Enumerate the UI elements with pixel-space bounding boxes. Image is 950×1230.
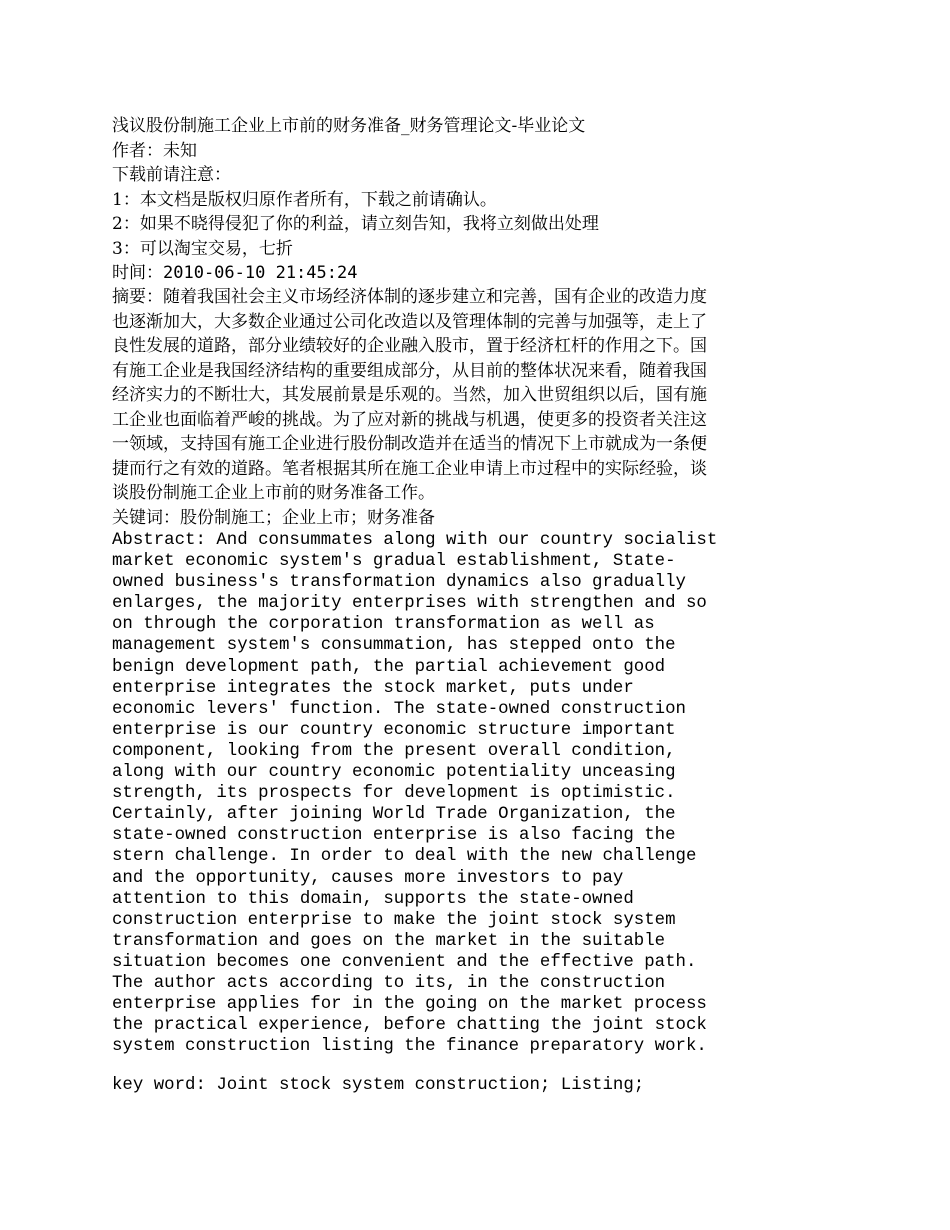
abstract-en-line: stern challenge. In order to deal with the new challenge [112, 847, 697, 867]
abstract-en-line: and the opportunity, causes more investors to pay [112, 868, 624, 888]
abstract-cn-line: 经济实力的不断壮大，其发展前景是乐观的。当然，加入世贸组织以后，国有施 [112, 385, 707, 405]
abstract-chinese [112, 285, 772, 506]
notice-item: 1：本文档是版权归原作者所有，下载之前请确认。 [112, 189, 497, 210]
abstract-en-line: management system's consummation, has stepped onto the [112, 636, 676, 656]
author-line: 作者：未知 [112, 140, 197, 161]
document-body [112, 114, 772, 1096]
abstract-en-line: enlarges, the majority enterprises with strengthen and so [112, 594, 707, 614]
abstract-en-line: situation becomes one convenient and the effective path. [112, 952, 697, 972]
notice-item: 3：可以淘宝交易，七折 [112, 238, 293, 259]
abstract-en-line: owned business's transformation dynamics also gradually [112, 573, 686, 593]
abstract-en-line: transformation and goes on the market in the suitable [112, 931, 666, 951]
abstract-en-line: system construction listing the finance preparatory work. [112, 1037, 707, 1057]
abstract-cn-line: 良性发展的道路，部分业绩较好的企业融入股市，置于经济杠杆的作用之下。国 [112, 336, 707, 356]
abstract-en-line: benign development path, the partial achievement good [112, 657, 666, 677]
keywords-english: key word: Joint stock system construction; Listing; [112, 1076, 645, 1096]
abstract-en-line: enterprise is our country economic structure important [112, 720, 676, 740]
abstract-en-line: Certainly, after joining World Trade Organization, the [112, 805, 676, 825]
paragraph-gap [112, 1057, 772, 1075]
abstract-en-line: construction enterprise to make the joint stock system [112, 910, 676, 930]
document-title: 浅议股份制施工企业上市前的财务准备_财务管理论文-毕业论文 [112, 116, 586, 136]
notice-item: 2：如果不晓得侵犯了你的利益，请立刻告知，我将立刻做出处理 [112, 214, 599, 234]
abstract-cn-line: 也逐渐加大，大多数企业通过公司化改造以及管理体制的完善与加强等，走上了 [112, 311, 707, 332]
abstract-cn-line: 谈股份制施工企业上市前的财务准备工作。 [112, 483, 435, 503]
abstract-english [112, 530, 772, 1057]
abstract-en-line: the practical experience, before chatting the joint stock [112, 1016, 707, 1036]
abstract-en-line: state-owned construction enterprise is also facing the [112, 826, 676, 846]
abstract-en-line: market economic system's gradual establishment, State- [112, 552, 676, 572]
abstract-en-line: Abstract: And consummates along with our country socialist [112, 531, 718, 550]
abstract-en-line: along with our country economic potentiality unceasing [112, 763, 676, 783]
abstract-en-line: enterprise applies for in the going on the market process [112, 995, 707, 1015]
abstract-en-line: enterprise integrates the stock market, puts under [112, 678, 634, 698]
abstract-en-line: economic levers' function. The state-owned construction [112, 699, 686, 719]
abstract-en-line: strength, its prospects for development is optimistic. [112, 784, 676, 804]
abstract-en-line: The author acts according to its, in the construction [112, 973, 666, 993]
abstract-cn-line: 一领域，支持国有施工企业进行股份制改造并在适当的情况下上市就成为一条便 [112, 434, 707, 454]
abstract-cn-line: 有施工企业是我国经济结构的重要组成部分，从目前的整体状况来看，随着我国 [112, 360, 707, 381]
abstract-cn-line: 工企业也面临着严峻的挑战。为了应对新的挑战与机遇，使更多的投资者关注这 [112, 409, 707, 430]
abstract-cn-line: 摘要：随着我国社会主义市场经济体制的逐步建立和完善，国有企业的改造力度 [112, 287, 707, 307]
abstract-en-line: component, looking from the present overall condition, [112, 741, 676, 761]
abstract-cn-line: 捷而行之有效的道路。笔者根据其所在施工企业申请上市过程中的实际经验，谈 [112, 458, 707, 479]
abstract-en-line: on through the corporation transformation as well as [112, 615, 655, 635]
abstract-en-line: attention to this domain, supports the state-owned [112, 889, 634, 909]
notice-heading: 下载前请注意： [112, 165, 231, 185]
timestamp: 时间：2010-06-10 21:45:24 [112, 263, 358, 283]
keywords-chinese: 关键词：股份制施工；企业上市；财务准备 [112, 507, 435, 528]
